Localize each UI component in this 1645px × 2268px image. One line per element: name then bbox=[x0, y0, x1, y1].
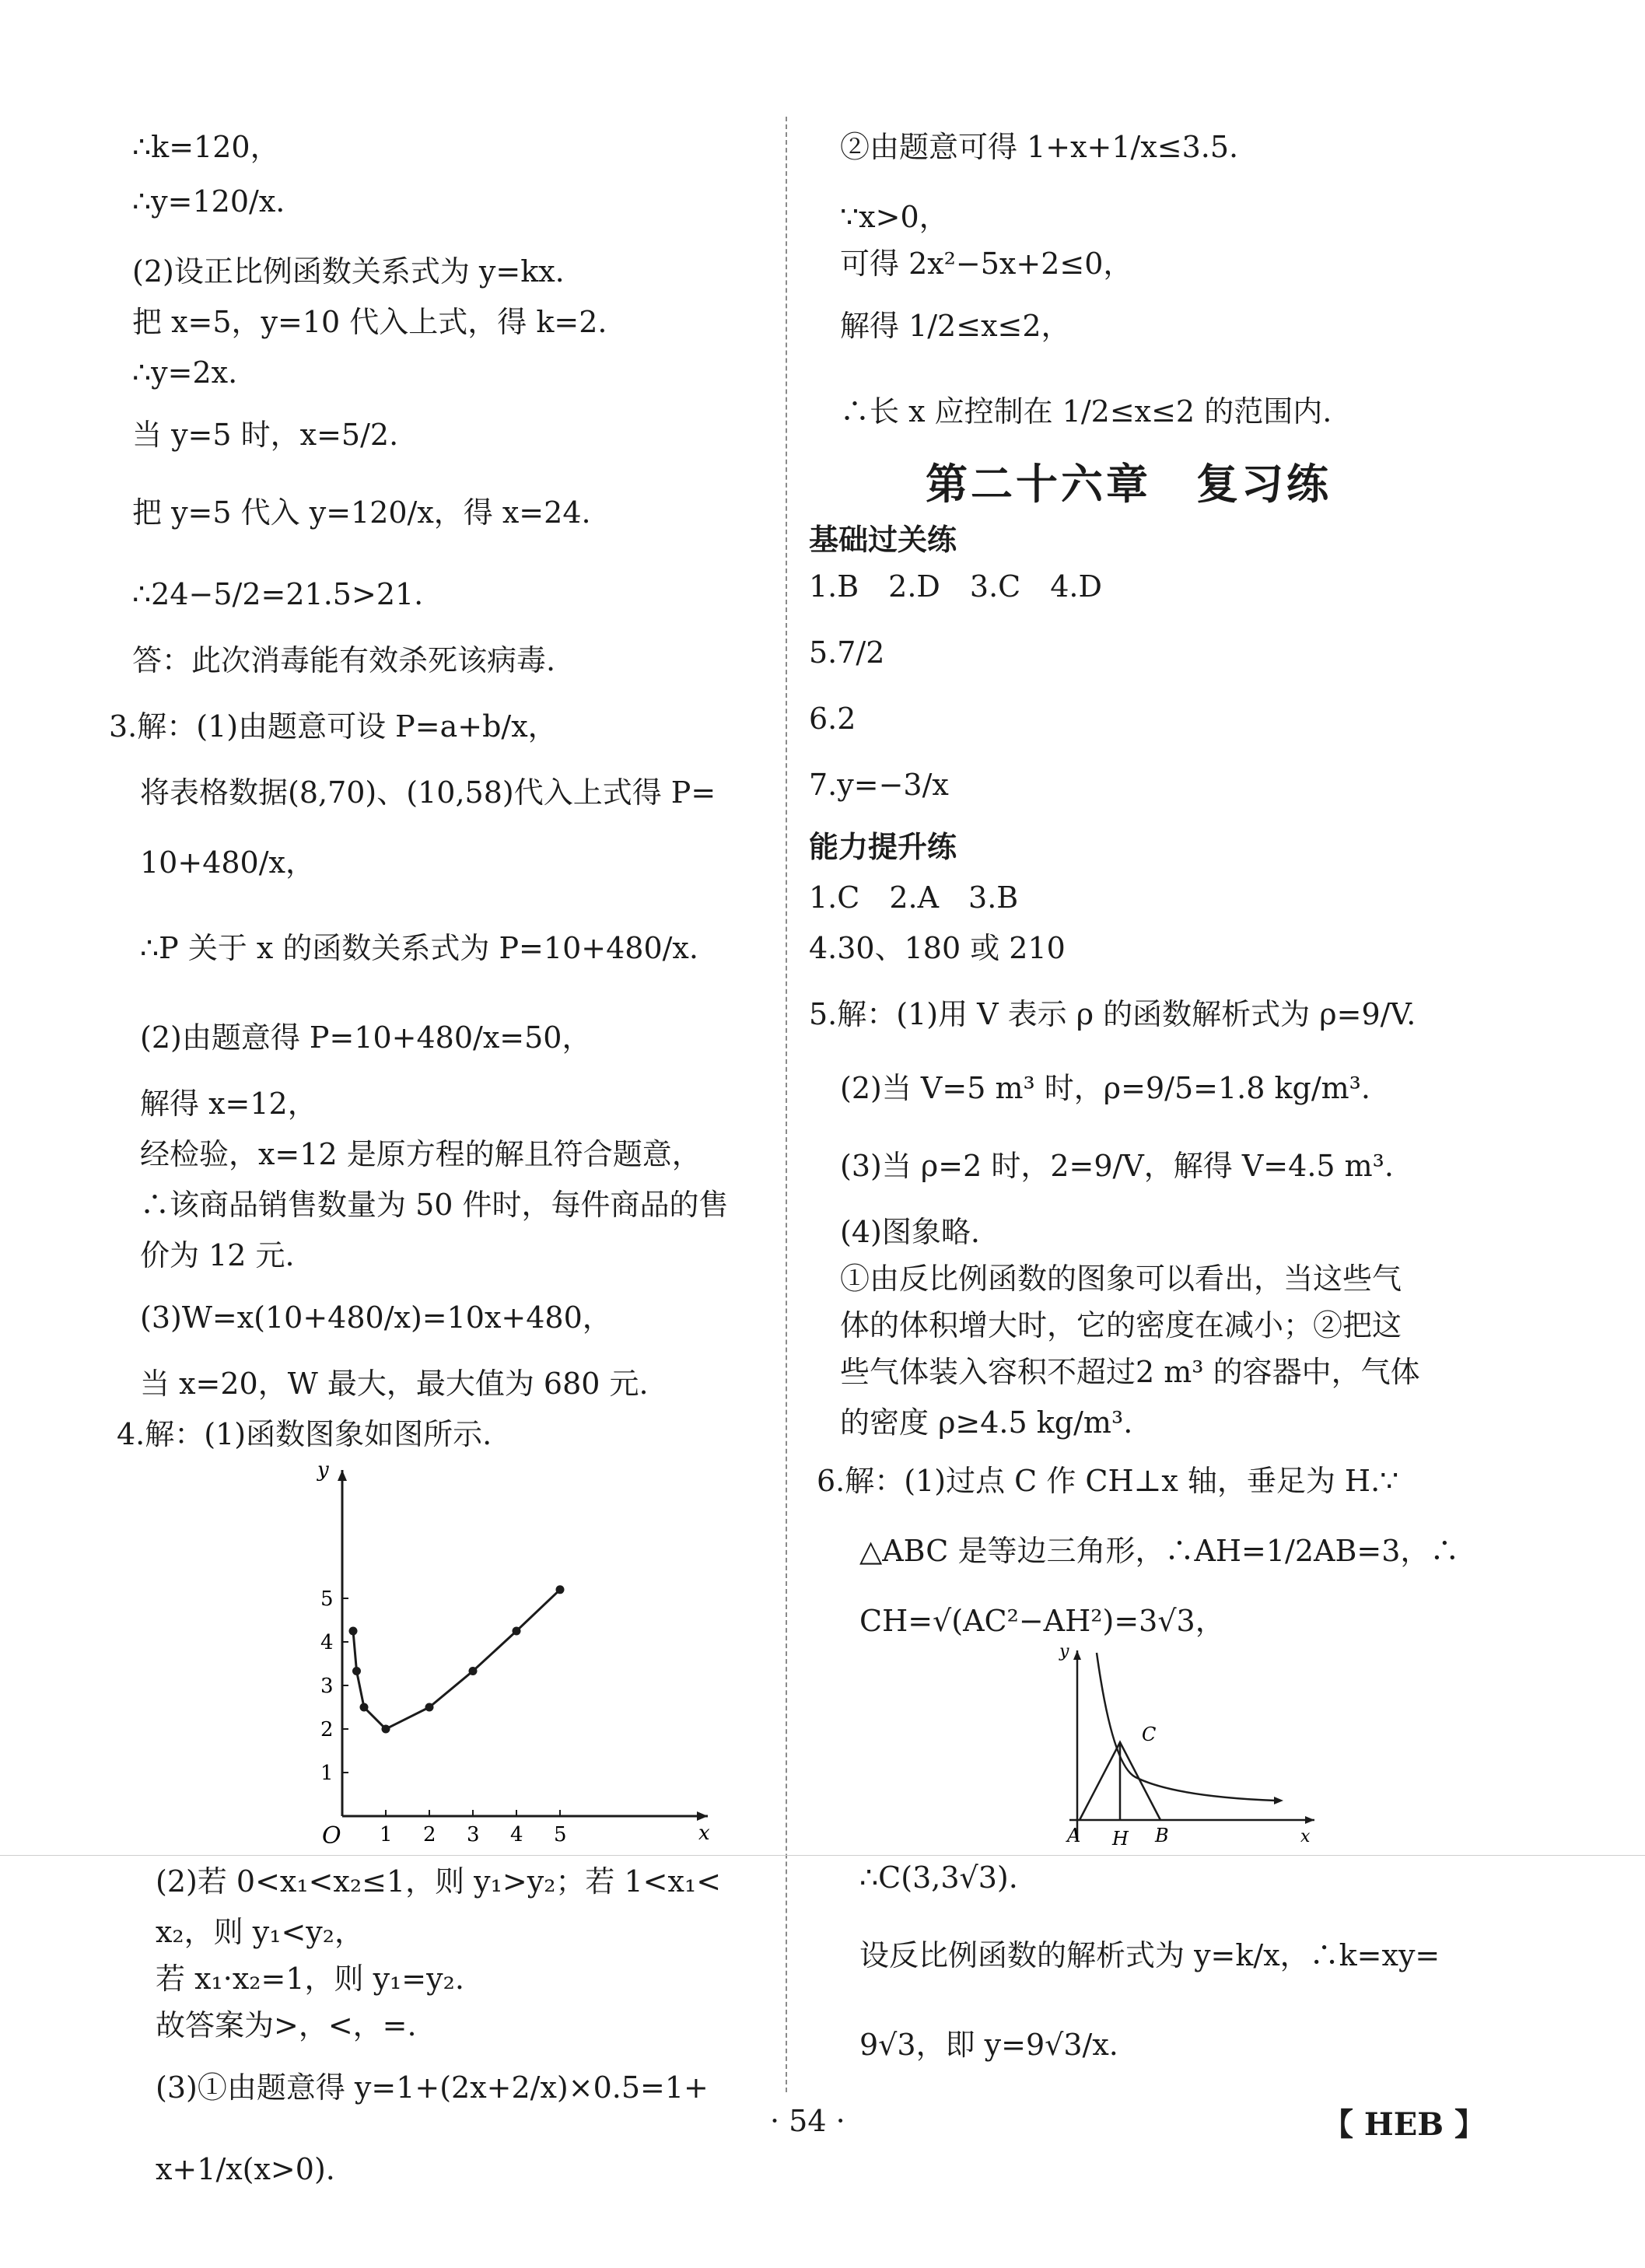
x-tick-label: 2 bbox=[423, 1823, 436, 1843]
text-line: ②由题意可得 1+x+1/x≤3.5. bbox=[840, 130, 1239, 164]
section-heading: 基础过关练 bbox=[809, 523, 957, 557]
function-graph-1 bbox=[303, 1454, 739, 1843]
text-line: 些气体装入容积不超过2 m³ 的容器中，气体 bbox=[840, 1355, 1420, 1389]
text-line: (3)W=x(10+480/x)=10x+480， bbox=[140, 1300, 612, 1335]
y-tick-labels bbox=[320, 1587, 348, 1785]
text-line: 当 y=5 时，x=5/2. bbox=[132, 418, 399, 452]
data-point bbox=[360, 1703, 369, 1712]
text-line: (3)当 ρ=2 时，2=9/V，解得 V=4.5 m³. bbox=[840, 1149, 1394, 1183]
text-line: 6.2 bbox=[809, 702, 856, 736]
data-point bbox=[352, 1667, 361, 1675]
text-line: 体的体积增大时，它的密度在减小；②把这 bbox=[840, 1308, 1402, 1342]
x-axis-label: x bbox=[1300, 1827, 1311, 1846]
text-line: 的密度 ρ≥4.5 kg/m³. bbox=[840, 1405, 1133, 1440]
y-tick-label: 3 bbox=[320, 1675, 334, 1698]
text-line: 价为 12 元. bbox=[140, 1238, 295, 1272]
y-axis-label: y bbox=[317, 1458, 329, 1482]
text-line: (2)若 0<x₁<x₂≤1，则 y₁>y₂；若 1<x₁< bbox=[156, 1864, 722, 1899]
text-line: 故答案为>，<，=. bbox=[156, 2008, 417, 2042]
text-line: 若 x₁·x₂=1，则 y₁=y₂. bbox=[156, 1962, 464, 1996]
text-line: (2)设正比例函数关系式为 y=kx. bbox=[132, 254, 565, 289]
point-label-c: C bbox=[1142, 1724, 1157, 1745]
text-line: (2)由题意得 P=10+480/x=50， bbox=[140, 1020, 592, 1055]
hyperbola-curve bbox=[1097, 1653, 1276, 1801]
text-line: 解得 1/2≤x≤2， bbox=[840, 309, 1071, 343]
text-line: ∴y=2x. bbox=[132, 355, 238, 390]
data-point bbox=[556, 1585, 565, 1594]
text-line: 4.30、180 或 210 bbox=[809, 931, 1066, 965]
data-points bbox=[349, 1585, 565, 1733]
text-line: △ABC 是等边三角形，∴AH=1/2AB=3，∴ bbox=[859, 1534, 1460, 1568]
function-curve bbox=[353, 1590, 560, 1729]
text-line: 答：此次消毒能有效杀死该病毒. bbox=[132, 643, 556, 677]
text-line: 把 y=5 代入 y=120/x，得 x=24. bbox=[132, 495, 591, 530]
text-line: 经检验，x=12 是原方程的解且符合题意， bbox=[140, 1137, 702, 1171]
text-line: ∴P 关于 x 的函数关系式为 P=10+480/x. bbox=[140, 931, 698, 965]
y-tick-label: 1 bbox=[320, 1762, 334, 1785]
fold-line bbox=[0, 1855, 1645, 1856]
edition-badge: 【 HEB 】 bbox=[1322, 2106, 1486, 2143]
point-label-h: H bbox=[1112, 1828, 1129, 1850]
x-axis-arrow bbox=[697, 1811, 708, 1821]
y-axis-arrow bbox=[338, 1470, 347, 1481]
text-line: 将表格数据(8,70)、(10,58)代入上式得 P= bbox=[140, 775, 716, 810]
x-tick-labels bbox=[380, 1810, 567, 1843]
text-line: 4.解：(1)函数图象如图所示. bbox=[117, 1417, 492, 1451]
text-line: 9√3，即 y=9√3/x. bbox=[859, 2028, 1118, 2062]
text-line: 6.解：(1)过点 C 作 CH⊥x 轴，垂足为 H.∵ bbox=[817, 1464, 1399, 1498]
text-line: 1.C 2.A 3.B bbox=[809, 880, 1019, 915]
text-line: (4)图象略. bbox=[840, 1215, 980, 1249]
text-line: ∴C(3,3√3). bbox=[859, 1860, 1018, 1895]
text-line: 10+480/x， bbox=[140, 845, 315, 880]
text-line: ∵x>0， bbox=[840, 200, 949, 234]
text-line: x₂，则 y₁<y₂， bbox=[156, 1915, 364, 1949]
y-tick-label: 4 bbox=[320, 1631, 334, 1654]
text-line: (2)当 V=5 m³ 时，ρ=9/5=1.8 kg/m³. bbox=[840, 1071, 1370, 1105]
x-tick-label: 1 bbox=[380, 1823, 393, 1843]
text-line: 当 x=20，W 最大，最大值为 680 元. bbox=[140, 1367, 649, 1401]
text-line: 1.B 2.D 3.C 4.D bbox=[809, 569, 1102, 604]
text-line: 把 x=5，y=10 代入上式，得 k=2. bbox=[132, 305, 607, 339]
page-number: · 54 · bbox=[770, 2104, 845, 2138]
text-line: ∴长 x 应控制在 1/2≤x≤2 的范围内. bbox=[840, 394, 1332, 429]
text-line: 解得 x=12， bbox=[140, 1087, 317, 1121]
origin-label: O bbox=[322, 1822, 341, 1843]
data-point bbox=[382, 1725, 390, 1734]
point-label-a: A bbox=[1067, 1825, 1081, 1846]
y-axis-label: y bbox=[1059, 1642, 1069, 1661]
text-line: 设反比例函数的解析式为 y=k/x，∴k=xy= bbox=[859, 1938, 1440, 1972]
y-axis-arrow bbox=[1073, 1650, 1081, 1660]
text-line: ∴24−5/2=21.5>21. bbox=[132, 577, 424, 611]
x-tick-label: 4 bbox=[510, 1823, 523, 1843]
x-tick-label: 3 bbox=[467, 1823, 480, 1843]
data-point bbox=[349, 1627, 358, 1636]
section-heading: 能力提升练 bbox=[809, 830, 957, 864]
chapter-title: 第二十六章 复习练 bbox=[926, 460, 1332, 509]
text-line: x+1/x(x>0). bbox=[156, 2152, 335, 2186]
data-point bbox=[513, 1627, 521, 1636]
text-line: 3.解：(1)由题意可设 P=a+b/x， bbox=[109, 709, 558, 744]
x-tick-label: 5 bbox=[554, 1823, 567, 1843]
text-line: (3)①由题意得 y=1+(2x+2/x)×0.5=1+ bbox=[156, 2070, 709, 2105]
y-tick-label: 2 bbox=[320, 1718, 334, 1741]
text-line: ∴k=120， bbox=[132, 130, 280, 164]
text-line: ①由反比例函数的图象可以看出，当这些气 bbox=[840, 1262, 1402, 1296]
text-line: 5.7/2 bbox=[809, 635, 885, 670]
x-axis-arrow bbox=[1305, 1816, 1314, 1824]
text-line: ∴y=120/x. bbox=[132, 184, 285, 219]
data-point bbox=[469, 1667, 478, 1675]
point-label-b: B bbox=[1155, 1825, 1169, 1846]
column-divider bbox=[786, 117, 787, 2092]
y-tick-label: 5 bbox=[320, 1587, 334, 1611]
text-line: CH=√(AC²−AH²)=3√3， bbox=[859, 1604, 1225, 1638]
text-line: 7.y=−3/x bbox=[809, 768, 949, 802]
text-line: 可得 2x²−5x+2≤0， bbox=[840, 247, 1133, 281]
x-axis-label: x bbox=[698, 1822, 710, 1843]
curve-arrow bbox=[1274, 1797, 1283, 1804]
data-point bbox=[425, 1703, 434, 1712]
text-line: ∴该商品销售数量为 50 件时，每件商品的售 bbox=[140, 1188, 729, 1222]
text-line: 5.解：(1)用 V 表示 ρ 的函数解析式为 ρ=9/V. bbox=[809, 997, 1416, 1031]
function-graph-2 bbox=[1050, 1641, 1330, 1851]
